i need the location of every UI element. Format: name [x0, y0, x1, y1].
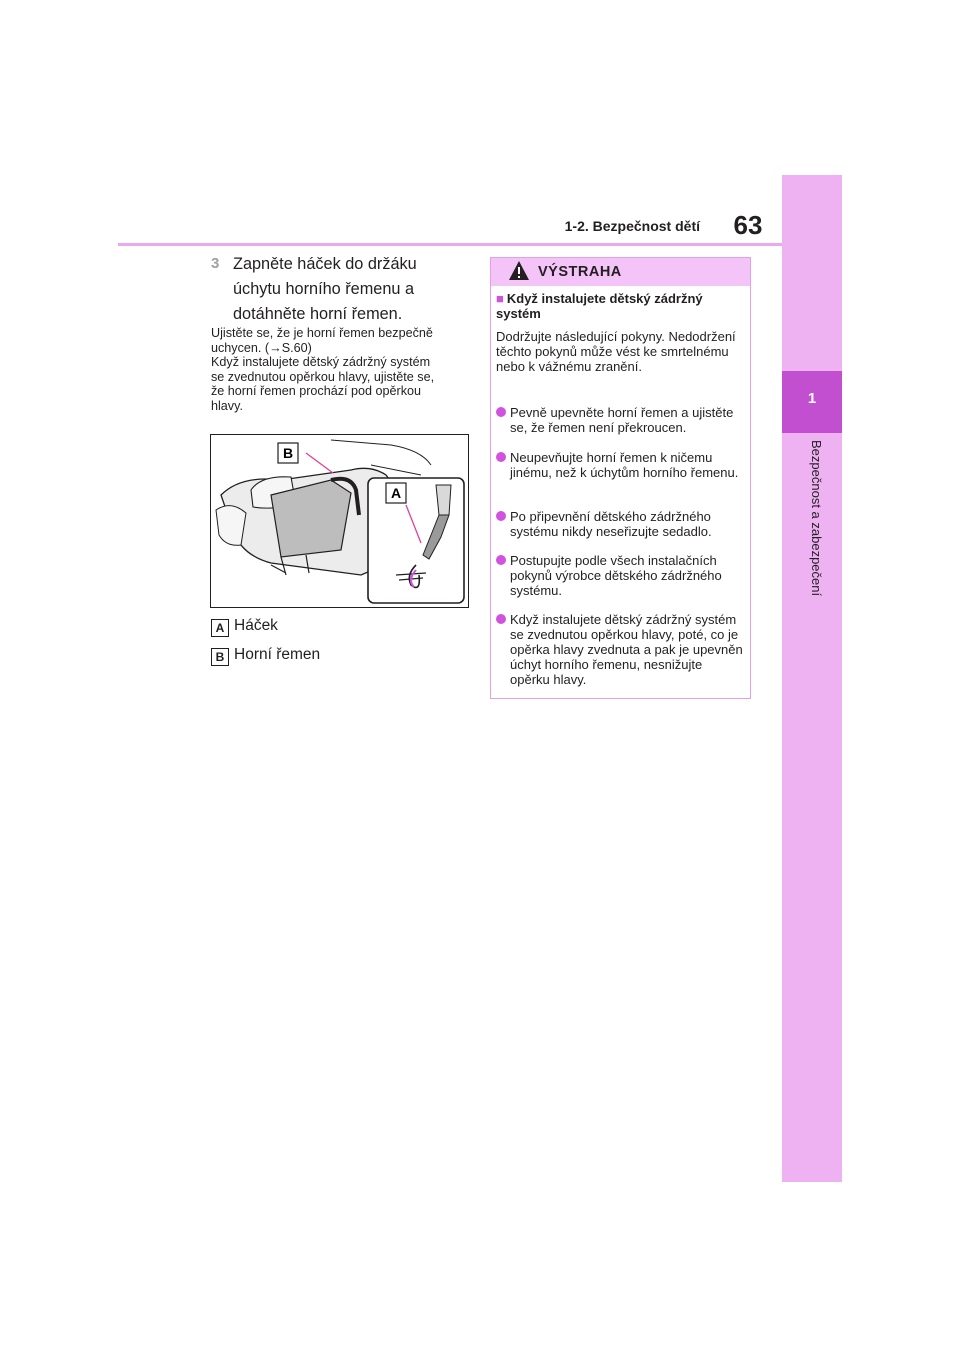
- section-title: 1-2. Bezpečnost dětí: [564, 218, 700, 234]
- bullet-dot-icon: [496, 614, 506, 624]
- legend-item-b: [211, 646, 320, 666]
- bullet-text: Pevně upevněte horní řemen a ujistěte se, že řemen není překroucen.: [510, 405, 734, 435]
- bullet-text: Neupevňujte horní řemen k ničemu jinému, než k úchytům horního řemenu.: [510, 450, 739, 480]
- note-line: uchycen. (→S.60): [211, 340, 312, 355]
- bullet-text: Postupujte podle všech instalačních pokynů výrobce dětského zádržného systému.: [510, 553, 722, 598]
- page-number: 63: [733, 210, 763, 240]
- warning-bullet: [496, 612, 744, 687]
- chapter-title: Bezpečnost a zabezpečení: [809, 440, 824, 597]
- warning-bullet: [496, 450, 744, 480]
- step-number: 3: [211, 255, 220, 272]
- chapter-number: 1: [807, 390, 817, 407]
- bullet-dot-icon: [496, 555, 506, 565]
- header-divider: [118, 243, 782, 246]
- illustration-label-b: B: [282, 445, 294, 461]
- chapter-side-tab: [782, 175, 842, 1182]
- tether-strap-illustration: [210, 434, 469, 608]
- step-instruction: Zapněte háček do držáku úchytu horního řemenu a dotáhněte horní řemen.: [233, 255, 417, 323]
- warning-triangle-icon: [508, 260, 530, 282]
- legend-text: Horní řemen: [234, 646, 321, 663]
- step-note: [211, 326, 471, 414]
- bullet-dot-icon: [496, 511, 506, 521]
- bullet-dot-icon: [496, 452, 506, 462]
- bullet-dot-icon: [496, 407, 506, 417]
- warning-intro: Dodržujte následující pokyny. Nedodržení těchto pokynů může vést ke smrtelnému nebo k vážnému zranění.: [496, 329, 736, 374]
- warning-bullet: [496, 509, 744, 539]
- note-line: Ujistěte se, že je horní řemen bezpečně: [211, 326, 433, 340]
- legend-key: B: [211, 648, 229, 666]
- illustration-label-a: A: [390, 485, 402, 501]
- warning-subheading-text: Když instalujete dětský zádržný systém: [496, 291, 703, 321]
- bullet-text: Když instalujete dětský zádržný systém se zvednutou opěrkou hlavy, poté, co je opěrka hlavy zvednuta a pak je upevněn úchyt horního řemenu, nesnižujte opěrku hlavy.: [510, 612, 743, 687]
- warning-subheading: [496, 291, 741, 321]
- seat-illustration-drawing: [211, 435, 468, 607]
- legend-item-a: [211, 617, 278, 637]
- note-line: hlavy.: [211, 398, 243, 413]
- note-line: se zvednutou opěrkou hlavy, ujistěte se,: [211, 369, 435, 384]
- bullet-text: Po připevnění dětského zádržného systému nikdy neseřizujte sedadlo.: [510, 509, 712, 539]
- note-line: že horní řemen prochází pod opěrkou: [211, 384, 422, 399]
- square-bullet-icon: ■: [496, 291, 504, 306]
- note-line: Když instalujete dětský zádržný systém: [211, 355, 431, 370]
- warning-bullet: [496, 405, 744, 435]
- legend-text: Háček: [234, 617, 278, 634]
- legend-key: A: [211, 619, 229, 637]
- warning-title: VÝSTRAHA: [538, 264, 622, 280]
- warning-bullet: [496, 553, 744, 598]
